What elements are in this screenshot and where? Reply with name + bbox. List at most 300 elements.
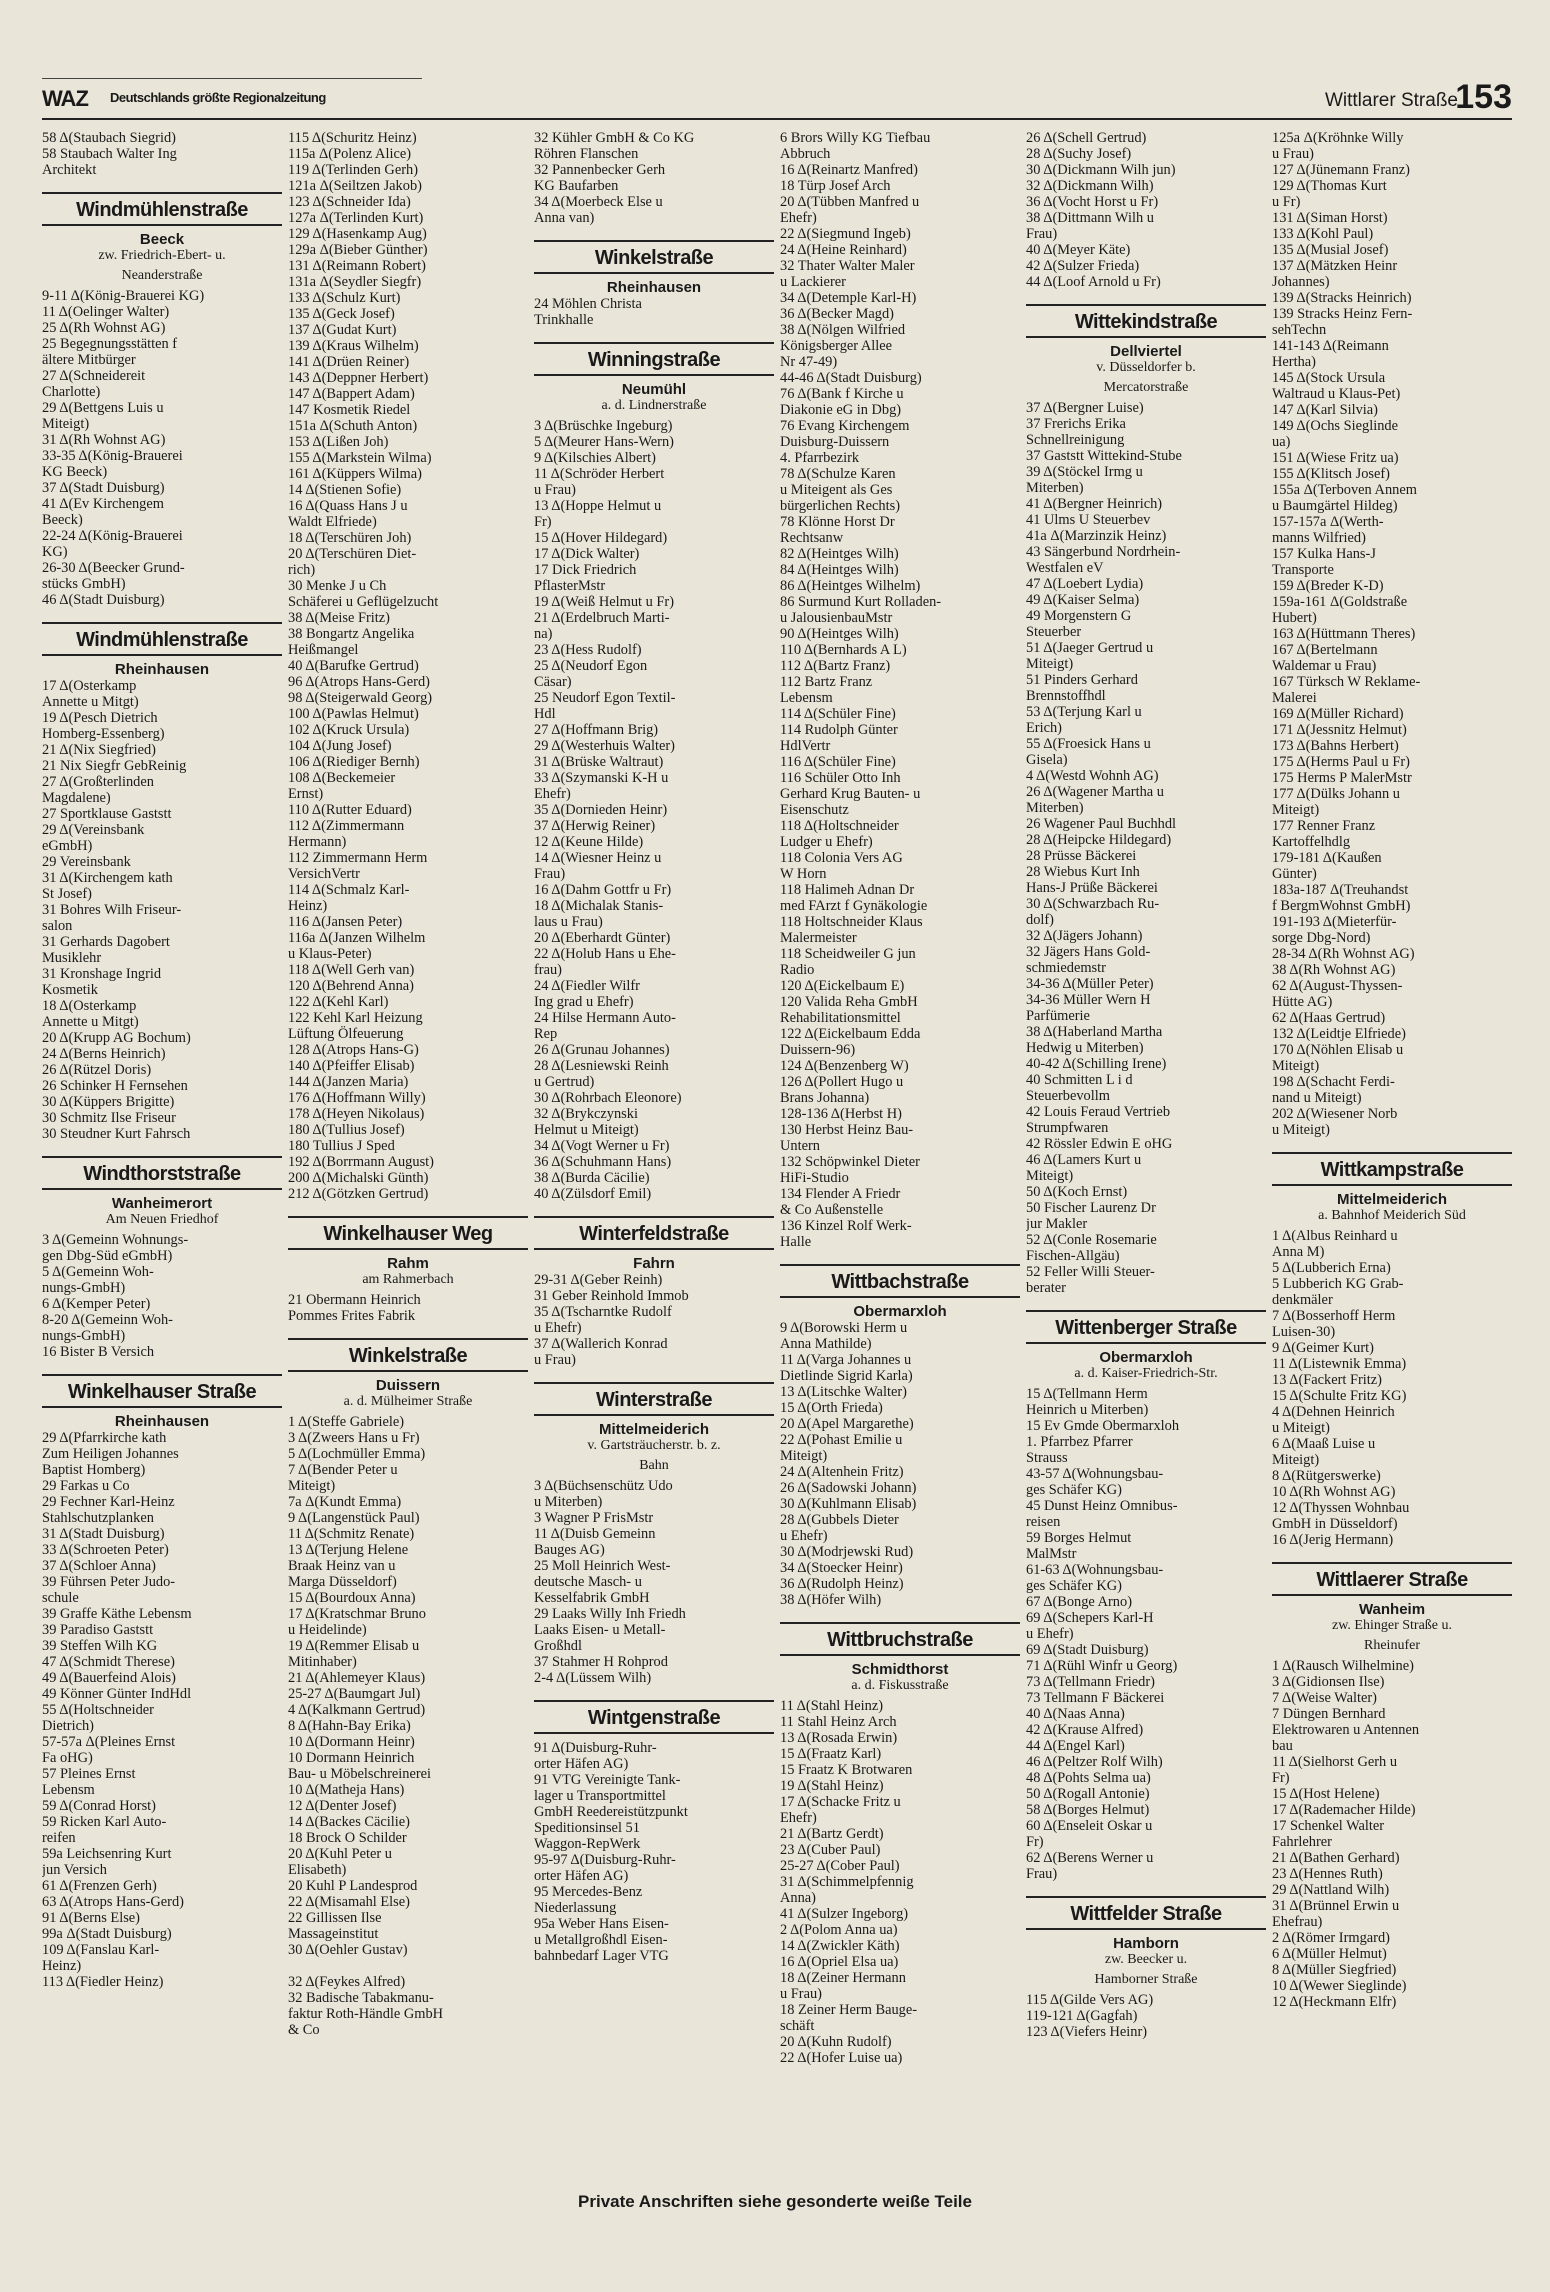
directory-entry: 112 Zimmermann Herm [288, 850, 428, 866]
directory-entry: 18 Δ(Terschüren Joh) [288, 530, 412, 546]
directory-entry: 86 Δ(Heintges Wilhelm) [780, 578, 921, 594]
directory-entry: 22 Δ(Misamahl Else) [288, 1894, 410, 1910]
directory-entry: 28 Wiebus Kurt Inh [1026, 864, 1140, 880]
street-range-note: zw. Beecker u. [1104, 1952, 1188, 1967]
directory-entry: 1. Pfarrbez Pfarrer [1026, 1434, 1133, 1450]
directory-entry: Fa oHG) [42, 1750, 93, 1766]
directory-entry: 14 Δ(Stienen Sofie) [288, 482, 402, 498]
directory-entry: 115 Δ(Gilde Vers AG) [1026, 1992, 1154, 2008]
directory-entry: 37 Stahmer H Rohprod [534, 1654, 668, 1670]
directory-entry: 95a Weber Hans Eisen- [534, 1916, 669, 1932]
directory-entry: 96 Δ(Atrops Hans-Gerd) [288, 674, 430, 690]
directory-entry: MalMstr [1026, 1546, 1077, 1562]
directory-entry: 36 Δ(Rudolph Heinz) [780, 1576, 904, 1592]
directory-entry: 118 Scheidweiler G jun [780, 946, 916, 962]
directory-entry: Elisabeth) [288, 1862, 347, 1878]
directory-entry: 49 Morgenstern G [1026, 608, 1132, 624]
directory-entry: 122 Δ(Eickelbaum Edda [780, 1026, 921, 1042]
directory-entry: 36 Δ(Schuhmann Hans) [534, 1154, 672, 1170]
directory-entry: 2-4 Δ(Lüssem Wilh) [534, 1670, 652, 1686]
directory-entry: u Ehefr) [1026, 1626, 1074, 1642]
district-heading: Mittelmeiderich [1336, 1191, 1448, 1208]
newspaper-logo: WAZ [42, 86, 88, 111]
directory-entry: 141-143 Δ(Reimann [1272, 338, 1389, 354]
directory-entry: 131 Δ(Reimann Robert) [288, 258, 426, 274]
directory-entry: 16 Δ(Dahm Gottfr u Fr) [534, 882, 672, 898]
directory-entry: Steuerbevollm [1026, 1088, 1110, 1104]
directory-entry: Helmut u Miteigt) [534, 1122, 639, 1138]
directory-entry: Kesselfabrik GmbH [534, 1590, 650, 1606]
directory-entry: 28 Δ(Lesniewski Reinh [534, 1058, 669, 1074]
directory-entry: KG) [42, 544, 68, 560]
street-heading: Winkelhauser Weg [288, 1216, 528, 1250]
directory-entry: 14 Δ(Backes Cäcilie) [288, 1814, 410, 1830]
directory-entry: 26 Δ(Schell Gertrud) [1026, 130, 1147, 146]
directory-entry: 29 Δ(Bettgens Luis u [42, 400, 164, 416]
directory-entry: 24 Δ(Heine Reinhard) [780, 242, 907, 258]
directory-entry: 10 Dormann Heinrich [288, 1750, 415, 1766]
directory-entry: Marga Düsseldorf) [288, 1574, 397, 1590]
directory-entry: 21 Δ(Nix Siegfried) [42, 742, 156, 758]
directory-entry: u Metallgroßhdl Eisen- [534, 1932, 668, 1948]
directory-entry: 110 Δ(Bernhards A L) [780, 642, 907, 658]
directory-entry: 159a-161 Δ(Goldstraße [1272, 594, 1408, 610]
directory-entry: 179-181 Δ(Kaußen [1272, 850, 1382, 866]
directory-entry: 112 Δ(Bartz Franz) [780, 658, 891, 674]
directory-entry: Miteigt) [780, 1448, 828, 1464]
street-heading: Winterstraße [534, 1382, 774, 1416]
directory-entry: 100 Δ(Pawlas Helmut) [288, 706, 419, 722]
directory-entry: Anna M) [1272, 1244, 1325, 1260]
directory-entry: Pommes Frites Fabrik [288, 1308, 416, 1324]
directory-entry: Heinz) [288, 898, 328, 914]
directory-entry: 20 Δ(Krupp AG Bochum) [42, 1030, 191, 1046]
street-heading: Wintgenstraße [534, 1700, 774, 1734]
directory-entry: 12 Δ(Heckmann Elfr) [1272, 1994, 1397, 2010]
directory-entry: dolf) [1026, 912, 1054, 928]
street-range-note: a. d. Mülheimer Straße [343, 1394, 473, 1409]
directory-entry: 136 Kinzel Rolf Werk- [780, 1218, 912, 1234]
directory-entry: 46 Δ(Peltzer Rolf Wilh) [1026, 1754, 1163, 1770]
directory-entry: 4 Δ(Kalkmann Gertrud) [288, 1702, 426, 1718]
directory-entry: 38 Bongartz Angelika [288, 626, 415, 642]
directory-entry: 39 Graffe Käthe Lebensm [42, 1606, 192, 1622]
directory-entry: 41 Ulms U Steuerbev [1026, 512, 1151, 528]
directory-entry: eGmbH) [42, 838, 93, 854]
directory-entry: 22 Δ(Hofer Luise ua) [780, 2050, 903, 2066]
directory-entry: 31 Kronshage Ingrid [42, 966, 162, 982]
directory-entry: 3 Δ(Büchsenschütz Udo [534, 1478, 673, 1494]
directory-entry: Beeck) [42, 512, 83, 528]
directory-entry: 167 Δ(Bertelmann [1272, 642, 1378, 658]
street-range-note: v. Düsseldorfer b. [1096, 360, 1196, 375]
directory-entry: denkmäler [1272, 1292, 1333, 1308]
directory-entry: 32 Jägers Hans Gold- [1026, 944, 1151, 960]
directory-entry: 23 Δ(Cuber Paul) [780, 1842, 881, 1858]
district-heading: Beeck [139, 231, 185, 248]
directory-entry: Frau) [534, 866, 566, 882]
directory-entry: 30 Schmitz Ilse Friseur [42, 1110, 176, 1126]
directory-entry: u Miterben) [534, 1494, 603, 1510]
directory-entry: Bauges AG) [534, 1542, 605, 1558]
directory-entry: Annette u Mitgt) [42, 694, 139, 710]
street-range-note: v. Gartsträucherstr. b. z. [587, 1438, 721, 1453]
directory-entry: 2 Δ(Römer Irmgard) [1272, 1930, 1390, 1946]
directory-entry: rich) [288, 562, 316, 578]
directory-entry: 32 Δ(Feykes Alfred) [288, 1974, 406, 1990]
directory-entry: 30 Steudner Kurt Fahrsch [42, 1126, 191, 1142]
directory-entry: VersichVertr [288, 866, 360, 882]
directory-entry: 8 Δ(Hahn-Bay Erika) [288, 1718, 411, 1734]
directory-entry: 12 Δ(Thyssen Wohnbau [1272, 1500, 1410, 1516]
directory-entry: u Heidelinde) [288, 1622, 367, 1638]
directory-entry: 34 Δ(Detemple Karl-H) [780, 290, 917, 306]
directory-entry: 30 Δ(Schwarzbach Ru- [1026, 896, 1160, 912]
directory-entry: 32 Δ(Jägers Johann) [1026, 928, 1143, 944]
directory-entry: 157-157a Δ(Werth- [1272, 514, 1384, 530]
directory-entry: 35 Δ(Dornieden Heinr) [534, 802, 668, 818]
directory-entry: 7 Δ(Bender Peter u [288, 1462, 398, 1478]
district-heading: Dellviertel [1110, 343, 1182, 360]
directory-entry: Parfümerie [1026, 1008, 1090, 1024]
directory-entry: Fahrlehrer [1272, 1834, 1332, 1850]
directory-entry: 95 Mercedes-Benz [534, 1884, 643, 1900]
directory-entry: 9-11 Δ(König-Brauerei KG) [42, 288, 205, 304]
directory-entry: 12 Δ(Denter Josef) [288, 1798, 397, 1814]
directory-entry: Duissern-96) [780, 1042, 856, 1058]
directory-entry: Braak Heinz van u [288, 1558, 396, 1574]
directory-entry: reifen [42, 1830, 76, 1846]
directory-entry: sorge Dbg-Nord) [1272, 930, 1371, 946]
directory-entry: Halle [780, 1234, 812, 1250]
directory-entry: 29 Δ(Westerhuis Walter) [534, 738, 675, 754]
directory-entry: 2 Δ(Polom Anna ua) [780, 1922, 898, 1938]
directory-entry: 42 Louis Feraud Vertrieb [1026, 1104, 1171, 1120]
directory-entry: 139 Δ(Stracks Heinrich) [1272, 290, 1412, 306]
directory-entry: 9 Δ(Langenstück Paul) [288, 1510, 420, 1526]
district-heading: Hamborn [1113, 1935, 1179, 1952]
directory-entry: 32 Pannenbecker Gerh [534, 162, 666, 178]
directory-entry: u Frau) [780, 1986, 822, 2002]
directory-entry: Hubert) [1272, 610, 1317, 626]
directory-entry: 38 Δ(Nölgen Wilfried [780, 322, 906, 338]
directory-entry: 51 Δ(Jaeger Gertrud u [1026, 640, 1154, 656]
directory-entry: Miteigt) [42, 416, 90, 432]
directory-entry: 62 Δ(Haas Gertrud) [1272, 1010, 1386, 1026]
directory-entry: 116 Schüler Otto Inh [780, 770, 901, 786]
directory-entry: 17 Δ(Kratschmar Bruno [288, 1606, 426, 1622]
directory-entry: 41a Δ(Marzinzik Heinz) [1026, 528, 1167, 544]
directory-entry: 47 Δ(Schmidt Therese) [42, 1654, 175, 1670]
directory-entry: 17 Dick Friedrich [534, 562, 637, 578]
directory-entry: 175 Δ(Herms Paul u Fr) [1272, 754, 1410, 770]
directory-entry: Miteigt) [1272, 1058, 1320, 1074]
directory-entry: 114 Δ(Schmalz Karl- [288, 882, 410, 898]
directory-entry: Luisen-30) [1272, 1324, 1336, 1340]
directory-entry: KG Baufarben [534, 178, 619, 194]
directory-entry: 202 Δ(Wiesener Norb [1272, 1106, 1398, 1122]
directory-entry: 25 Begegnungsstätten f [42, 336, 178, 352]
directory-entry: 10 Δ(Wewer Sieglinde) [1272, 1978, 1407, 1994]
directory-entry: 131a Δ(Seydler Siegfr) [288, 274, 422, 290]
directory-entry: 37 Δ(Wallerich Konrad [534, 1336, 668, 1352]
directory-entry: Brans Johanna) [780, 1090, 870, 1106]
directory-entry: 15 Fraatz K Brotwaren [780, 1762, 913, 1778]
directory-entry: stücks GmbH) [42, 576, 126, 592]
directory-entry: 32 Δ(Brykczynski [534, 1106, 638, 1122]
directory-entry: 17 Δ(Dick Walter) [534, 546, 640, 562]
street-range-note: zw. Ehinger Straße u. [1332, 1618, 1452, 1633]
directory-entry: 178 Δ(Heyen Nikolaus) [288, 1106, 425, 1122]
directory-entry: Nr 47-49) [780, 354, 838, 370]
directory-entry: 33 Δ(Schroeten Peter) [42, 1542, 169, 1558]
directory-entry: 26-30 Δ(Beecker Grund- [42, 560, 185, 576]
directory-entry: 119 Δ(Terlinden Gerh) [288, 162, 418, 178]
directory-column [42, 130, 282, 2170]
directory-entry: 41 Δ(Bergner Heinrich) [1026, 496, 1163, 512]
directory-entry: 31 Geber Reinhold Immob [534, 1288, 689, 1304]
directory-entry: 18 Türp Josef Arch [780, 178, 891, 194]
directory-entry: 149 Δ(Ochs Sieglinde [1272, 418, 1398, 434]
directory-entry: 46 Δ(Lamers Kurt u [1026, 1152, 1142, 1168]
directory-entry: 40 Δ(Naas Anna) [1026, 1706, 1125, 1722]
directory-entry: u JalousienbauMstr [780, 610, 893, 626]
directory-entry: 82 Δ(Heintges Wilh) [780, 546, 899, 562]
directory-entry: Mitinhaber) [288, 1654, 357, 1670]
directory-entry: 1 Δ(Steffe Gabriele) [288, 1414, 405, 1430]
directory-entry: u Gertrud) [534, 1074, 595, 1090]
directory-entry: Schäferei u Geflügelzucht [288, 594, 439, 610]
directory-entry: 5 Δ(Lubberich Erna) [1272, 1260, 1391, 1276]
directory-entry: 44 Δ(Engel Karl) [1026, 1738, 1125, 1754]
directory-entry: 22 Δ(Siegmund Ingeb) [780, 226, 911, 242]
directory-entry: 145 Δ(Stock Ursula [1272, 370, 1386, 386]
directory-entry: 38 Δ(Höfer Wilh) [780, 1592, 882, 1608]
directory-entry: 18 Δ(Zeiner Hermann [780, 1970, 906, 1986]
directory-entry: 43 Sängerbund Nordrhein- [1026, 544, 1181, 560]
directory-entry: 30 Δ(Küppers Brigitte) [42, 1094, 175, 1110]
directory-entry: 43-57 Δ(Wohnungsbau- [1026, 1466, 1164, 1482]
directory-entry: 42 Δ(Krause Alfred) [1026, 1722, 1144, 1738]
district-heading: Duissern [375, 1377, 441, 1394]
directory-entry: berater [1026, 1280, 1066, 1296]
directory-entry: 131 Δ(Siman Horst) [1272, 210, 1388, 226]
district-heading: Fahrn [633, 1255, 675, 1272]
directory-entry: 133 Δ(Kohl Paul) [1272, 226, 1374, 242]
directory-entry: 9 Δ(Kilschies Albert) [534, 450, 656, 466]
directory-entry: Abbruch [780, 146, 831, 162]
directory-entry: 24 Δ(Altenhein Fritz) [780, 1464, 904, 1480]
directory-entry: 48 Δ(Pohts Selma ua) [1026, 1770, 1151, 1786]
directory-column [1272, 130, 1512, 2170]
directory-entry: 200 Δ(Michalski Günth) [288, 1170, 429, 1186]
directory-entry: Ehefr) [780, 210, 817, 226]
directory-entry: 50 Fischer Laurenz Dr [1026, 1200, 1156, 1216]
directory-entry: Königsberger Allee [780, 338, 893, 354]
directory-entry: 58 Staubach Walter Ing [42, 146, 177, 162]
directory-entry: 18 Δ(Michalak Stanis- [534, 898, 664, 914]
directory-entry: Miteigt) [1272, 1452, 1320, 1468]
directory-entry: 10 Δ(Dormann Heinr) [288, 1734, 415, 1750]
directory-entry: 39 Paradiso Gaststt [42, 1622, 154, 1638]
directory-entry: Hdl [534, 706, 556, 722]
directory-entry: 18 Brock O Schilder [288, 1830, 407, 1846]
directory-entry: orter Häfen AG) [534, 1756, 629, 1772]
directory-entry: 69 Δ(Stadt Duisburg) [1026, 1642, 1149, 1658]
directory-entry: 19 Δ(Weiß Helmut u Fr) [534, 594, 674, 610]
directory-entry: 39 Führsen Peter Judo- [42, 1574, 176, 1590]
directory-entry: 32 Kühler GmbH & Co KG [534, 130, 695, 146]
street-heading: Winningstraße [534, 342, 774, 376]
directory-column [780, 130, 1020, 2170]
directory-entry: 28 Prüsse Bäckerei [1026, 848, 1137, 864]
directory-entry: 104 Δ(Jung Josef) [288, 738, 392, 754]
directory-entry: Anna Mathilde) [780, 1336, 872, 1352]
directory-entry: 38 Δ(Rh Wohnst AG) [1272, 962, 1396, 978]
directory-entry: 36 Δ(Vocht Horst u Fr) [1026, 194, 1159, 210]
directory-entry: u Frau) [1272, 146, 1314, 162]
directory-entry: 115 Δ(Schuritz Heinz) [288, 130, 417, 146]
directory-entry: PflasterMstr [534, 578, 606, 594]
directory-entry: 6 Brors Willy KG Tiefbau [780, 130, 931, 146]
directory-entry: 3 Δ(Gidionsen Ilse) [1272, 1674, 1385, 1690]
street-range-note: Neanderstraße [121, 268, 203, 283]
directory-entry: Heinz) [42, 1958, 82, 1974]
directory-entry: 108 Δ(Beckemeier [288, 770, 396, 786]
directory-entry: u Klaus-Peter) [288, 946, 372, 962]
directory-entry: 31 Δ(Schimmelpfennig [780, 1874, 914, 1890]
street-range-note: a. d. Fiskusstraße [851, 1678, 949, 1693]
directory-entry: 10 Δ(Rh Wohnst AG) [1272, 1484, 1396, 1500]
directory-entry: HdlVertr [780, 738, 831, 754]
directory-entry: Stahlschutzplanken [42, 1510, 154, 1526]
directory-entry: 51 Pinders Gerhard [1026, 672, 1138, 688]
directory-entry: 159 Δ(Breder K-D) [1272, 578, 1384, 594]
directory-entry: 34-36 Müller Wern H [1026, 992, 1151, 1008]
district-heading: Schmidthorst [851, 1661, 949, 1678]
directory-entry: 11 Δ(Varga Johannes u [780, 1352, 912, 1368]
directory-entry: 76 Δ(Bank f Kirche u [780, 386, 904, 402]
directory-entry: 37 Δ(Stadt Duisburg) [42, 480, 165, 496]
directory-entry: Röhren Flanschen [534, 146, 639, 162]
directory-entry: 31 Bohres Wilh Friseur- [42, 902, 182, 918]
directory-entry: 13 Δ(Hoppe Helmut u [534, 498, 662, 514]
directory-entry: Waggon-RepWerk [534, 1836, 641, 1852]
directory-entry: 84 Δ(Heintges Wilh) [780, 562, 899, 578]
directory-entry: 30 Menke J u Ch [288, 578, 387, 594]
directory-entry: jur Makler [1026, 1216, 1088, 1232]
directory-entry: 29 Δ(Pfarrkirche kath [42, 1430, 167, 1446]
directory-entry: nungs-GmbH) [42, 1328, 126, 1344]
directory-entry: Gisela) [1026, 752, 1068, 768]
directory-entry: u Lackierer [780, 274, 846, 290]
directory-entry: 127 Δ(Jünemann Franz) [1272, 162, 1410, 178]
directory-entry: 127a Δ(Terlinden Kurt) [288, 210, 424, 226]
directory-entry: 170 Δ(Nöhlen Elisab u [1272, 1042, 1404, 1058]
directory-entry: Lebensm [780, 690, 833, 706]
directory-entry: Annette u Mitgt) [42, 1014, 139, 1030]
directory-entry: schäft [780, 2018, 815, 2034]
directory-entry: 18 Δ(Osterkamp [42, 998, 137, 1014]
footer-note: Private Anschriften siehe gesonderte weiße Teile [578, 2192, 972, 2211]
directory-entry: 44-46 Δ(Stadt Duisburg) [780, 370, 922, 386]
directory-entry: 76 Evang Kirchengem [780, 418, 910, 434]
directory-entry: 11 Δ(Schröder Herbert [534, 466, 665, 482]
directory-entry: 5 Δ(Gemeinn Woh- [42, 1264, 154, 1280]
directory-entry: 6 Δ(Kemper Peter) [42, 1296, 151, 1312]
directory-entry: 25 Δ(Rh Wohnst AG) [42, 320, 166, 336]
directory-entry: 18 Zeiner Herm Bauge- [780, 2002, 918, 2018]
directory-entry: 25-27 Δ(Cober Paul) [780, 1858, 900, 1874]
directory-entry: 8-20 Δ(Gemeinn Woh- [42, 1312, 173, 1328]
directory-entry: reisen [1026, 1514, 1061, 1530]
directory-entry: bürgerlichen Rechts) [780, 498, 901, 514]
directory-entry: Rep [534, 1026, 558, 1042]
directory-entry: 118 Holtschneider Klaus [780, 914, 923, 930]
directory-entry: med FArzt f Gynäkologie [780, 898, 928, 914]
directory-entry: 21 Δ(Bathen Gerhard) [1272, 1850, 1400, 1866]
directory-entry: 29 Δ(Vereinsbank [42, 822, 145, 838]
directory-entry: 69 Δ(Schepers Karl-H [1026, 1610, 1154, 1626]
directory-entry: 7a Δ(Kundt Emma) [288, 1494, 402, 1510]
directory-entry: 123 Δ(Schneider Ida) [288, 194, 411, 210]
directory-entry: 30 Δ(Modrjewski Rud) [780, 1544, 914, 1560]
directory-entry: 24 Möhlen Christa [534, 296, 642, 312]
directory-entry: 59 Ricken Karl Auto- [42, 1814, 167, 1830]
directory-entry: 28-34 Δ(Rh Wohnst AG) [1272, 946, 1415, 962]
directory-entry: 114 Δ(Schüler Fine) [780, 706, 896, 722]
directory-entry: Fr) [1026, 1834, 1044, 1850]
street-range-note: a. d. Kaiser-Friedrich-Str. [1074, 1366, 1218, 1381]
directory-entry: 38 Δ(Meise Fritz) [288, 610, 390, 626]
directory-entry: 31 Δ(Brünnel Erwin u [1272, 1898, 1400, 1914]
directory-entry: 125a Δ(Kröhnke Willy [1272, 130, 1404, 146]
directory-entry: manns Wilfried) [1272, 530, 1366, 546]
directory-entry: Gerhard Krug Bauten- u [780, 786, 921, 802]
directory-entry: 135 Δ(Musial Josef) [1272, 242, 1389, 258]
directory-entry: 106 Δ(Riediger Bernh) [288, 754, 420, 770]
directory-entry: 153 Δ(Lißen Joh) [288, 434, 389, 450]
directory-entry: Musiklehr [42, 950, 102, 966]
directory-entry: 17 Δ(Osterkamp [42, 678, 137, 694]
directory-entry: 41 Δ(Ev Kirchengem [42, 496, 164, 512]
directory-entry: 38 Δ(Haberland Martha [1026, 1024, 1163, 1040]
directory-entry: 21 Δ(Bartz Gerdt) [780, 1826, 884, 1842]
directory-entry: 120 Δ(Eickelbaum E) [780, 978, 905, 994]
directory-entry: 26 Δ(Sadowski Johann) [780, 1480, 917, 1496]
directory-entry: 114 Rudolph Günter [780, 722, 898, 738]
directory-entry: sehTechn [1272, 322, 1327, 338]
directory-entry: 16 Δ(Reinartz Manfred) [780, 162, 918, 178]
district-heading: Rahm [387, 1255, 429, 1272]
directory-entry: Ing grad u Ehefr) [534, 994, 634, 1010]
directory-entry: 25 Δ(Neudorf Egon [534, 658, 648, 674]
directory-entry: Ehefrau) [1272, 1914, 1323, 1930]
directory-entry: u Ehefr) [534, 1320, 582, 1336]
directory-entry: 20 Δ(Apel Margarethe) [780, 1416, 914, 1432]
directory-entry: u Ehefr) [780, 1528, 828, 1544]
directory-entry: 15 Δ(Hover Hildegard) [534, 530, 668, 546]
directory-entry: 58 Δ(Staubach Siegrid) [42, 130, 176, 146]
directory-entry: 32 Thater Walter Maler [780, 258, 915, 274]
directory-entry: 140 Δ(Pfeiffer Elisab) [288, 1058, 415, 1074]
directory-entry: 57 Pleines Ernst [42, 1766, 136, 1782]
directory-entry: 24 Hilse Hermann Auto- [534, 1010, 676, 1026]
directory-entry: Miterben) [1026, 800, 1084, 816]
directory-entry: 102 Δ(Kruck Ursula) [288, 722, 410, 738]
street-heading: Windmühlenstraße [42, 192, 282, 226]
directory-entry: 132 Δ(Leidtje Elfriede) [1272, 1026, 1406, 1042]
